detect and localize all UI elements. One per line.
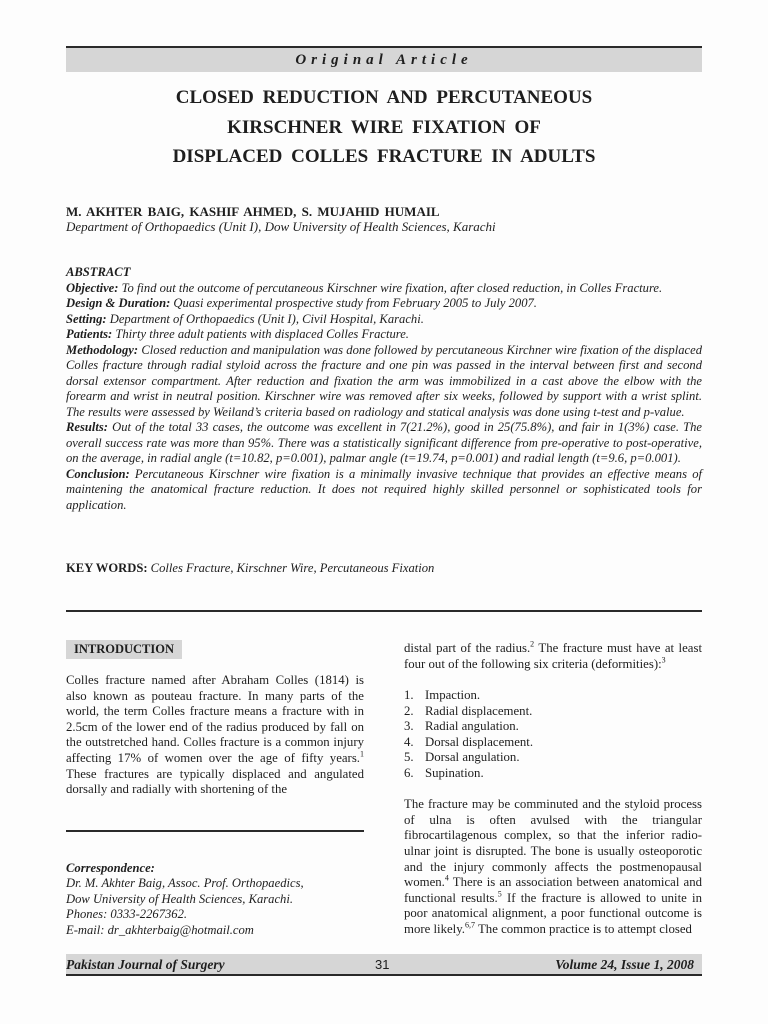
abstract-heading: ABSTRACT — [66, 265, 131, 279]
abstract-conclusion — [66, 467, 702, 514]
intro-p2-text-c: If the fracture is allowed to unite in poor anatomical alignment, a poor functional outcome is more likely. — [404, 890, 702, 936]
citation-6-7: 6,7 — [465, 920, 476, 930]
correspondence-label: Correspondence: — [66, 861, 155, 875]
intro-cont-text: distal part of the radius. — [404, 641, 531, 655]
intro-paragraph-2 — [404, 797, 702, 937]
citation-2: 2 — [530, 639, 535, 649]
correspondence-line-2: Dow University of Health Sciences, Karachi. — [66, 891, 293, 906]
design-label: Design & Duration: — [66, 296, 171, 310]
intro-continuation — [404, 641, 702, 672]
correspondence-line-1: Dr. M. Akhter Baig, Assoc. Prof. Orthopaedics, — [66, 876, 304, 891]
abstract-results — [66, 420, 702, 467]
list-item-text: Dorsal displacement. — [425, 734, 534, 749]
intro-p1-text: Colles fracture named after Abraham Colles (1814) is also known as pouteau fracture. In many parts of the world, the term Colles fracture means a fracture with in 2.5cm of the lower end of the radius produced by fall on the outstretched hand. Colles fracture is a common injury affecting 17% of women over the age of fifty years. — [66, 673, 364, 765]
intro-cont-text-b: The fracture must have at least four out of the following six criteria (deformities): — [404, 641, 703, 671]
article-type-banner: Original Article — [66, 46, 702, 72]
setting-label: Setting: — [66, 311, 107, 326]
list-item-text: Radial displacement. — [425, 703, 533, 718]
intro-p2-text-d: The common practice is to attempt closed — [475, 921, 692, 936]
intro-p2-text-b: There is an association between anatomical and functional results. — [404, 875, 702, 905]
citation-5: 5 — [497, 889, 502, 899]
list-item-number: 4. — [404, 734, 414, 749]
list-item — [404, 704, 702, 720]
results-label: Results: — [66, 420, 108, 434]
list-item — [404, 719, 702, 735]
article-title — [66, 83, 702, 172]
title-line-2: KIRSCHNER WIRE FIXATION OF — [227, 116, 541, 138]
list-item — [404, 766, 702, 782]
abstract — [66, 265, 702, 513]
list-item-number: 1. — [404, 688, 414, 703]
list-item-text: Radial angulation. — [425, 719, 519, 734]
results-text: Out of the total 33 cases, the outcome was excellent in 7(21.2%), good in 25(75.8%), and fair in 1(3%) case. The overall success rate was more than 95%. There was a statistically significant difference from pre-operative to post-operative, on the average, in radial angle (t=10.82, p=0.001), palmar angle (t=19.74, p=0.001) and radial length (t=9.6, p=0.001). — [66, 420, 702, 465]
right-column — [404, 641, 702, 938]
volume-issue: Volume 24, Issue 1, 2008 — [555, 957, 694, 972]
abstract-setting — [66, 312, 702, 328]
list-item-text: Dorsal angulation. — [425, 750, 520, 765]
conclusion-text: Percutaneous Kirschner wire fixation is a minimally invasive technique that provides an effective means of maintening the anatomical fracture reduction. It does not required highly skilled personnel or sophisticated tools for application. — [66, 466, 702, 512]
page-number: 31 — [375, 957, 390, 972]
author-list: M. AKHTER BAIG, KASHIF AHMED, S. MUJAHID HUMAIL — [66, 204, 440, 219]
list-item-number: 3. — [404, 719, 414, 734]
objective-label: Objective: — [66, 280, 119, 295]
intro-p2-text-a: The fracture may be comminuted and the styloid process of ulna is often avulsed with the triangular fibrocartilagenous complex, so that the inferior radio-ulnar joint is disrupted. The bone is usually osteoporotic and the injury commonly affects the postmenopausal women. — [404, 797, 702, 890]
correspondence-block — [66, 861, 366, 938]
list-item — [404, 688, 702, 704]
list-item-text: Supination. — [425, 765, 484, 780]
citation-3: 3 — [661, 655, 666, 665]
list-item-text: Impaction. — [425, 688, 481, 703]
methodology-text: Closed reduction and manipulation was done followed by percutaneous Kirchner wire fixation of the displaced Colles fracture through radial styloid across the fracture and one pin was passed in the interval between first and second dorsal extensor compartment. After reduction and fixation the arm was immobilized in a cast above the elbow with the forearm and wrist in neutral position. Kirschner wire was removed after six weeks, followed by support with a wrist splint. The results were assessed by Weiland’s criteria based on radiology and statical analysis was done using t-test and p-value. — [66, 342, 702, 419]
list-item-number: 5. — [404, 750, 414, 765]
conclusion-label: Conclusion: — [66, 466, 130, 481]
keywords-label: KEY WORDS: — [66, 561, 148, 575]
citation-4: 4 — [444, 873, 449, 883]
abstract-methodology — [66, 343, 702, 421]
correspondence-divider — [66, 830, 364, 832]
intro-paragraph-1 — [66, 673, 364, 798]
abstract-objective — [66, 281, 702, 297]
patients-text: Thirty three adult patients with displaced Colles Fracture. — [112, 327, 409, 341]
affiliation: Department of Orthopaedics (Unit I), Dow University of Health Sciences, Karachi — [66, 219, 496, 234]
intro-p1-text-b: These fractures are typically displaced and angulated dorsally and radially with shortening of the — [66, 766, 364, 797]
section-divider — [66, 610, 702, 612]
criteria-list — [404, 688, 702, 781]
keywords — [66, 561, 434, 576]
methodology-label: Methodology: — [66, 342, 139, 357]
introduction-heading: INTRODUCTION — [66, 640, 182, 659]
citation-1: 1 — [360, 749, 364, 759]
correspondence-email: E-mail: dr_akhterbaig@hotmail.com — [66, 922, 254, 937]
list-item-number: 6. — [404, 765, 414, 780]
design-text: Quasi experimental prospective study from February 2005 to July 2007. — [170, 296, 537, 310]
keywords-text: Colles Fracture, Kirschner Wire, Percutaneous Fixation — [147, 561, 435, 575]
journal-name: Pakistan Journal of Surgery — [66, 957, 225, 972]
list-item-number: 2. — [404, 703, 414, 718]
abstract-patients — [66, 327, 702, 343]
left-column — [66, 640, 364, 798]
objective-text: To find out the outcome of percutaneous Kirschner wire fixation, after closed reduction, in Colles Fracture. — [118, 280, 663, 295]
list-item — [404, 735, 702, 751]
page-footer — [66, 954, 702, 976]
correspondence-phone: Phones: 0333-2267362. — [66, 907, 188, 922]
title-line-3: DISPLACED COLLES FRACTURE IN ADULTS — [172, 146, 596, 167]
title-line-1: CLOSED REDUCTION AND PERCUTANEOUS — [175, 87, 593, 108]
patients-label: Patients: — [66, 327, 113, 341]
setting-text: Department of Orthopaedics (Unit I), Civil Hospital, Karachi. — [106, 311, 424, 326]
abstract-design — [66, 296, 702, 312]
list-item — [404, 750, 702, 766]
